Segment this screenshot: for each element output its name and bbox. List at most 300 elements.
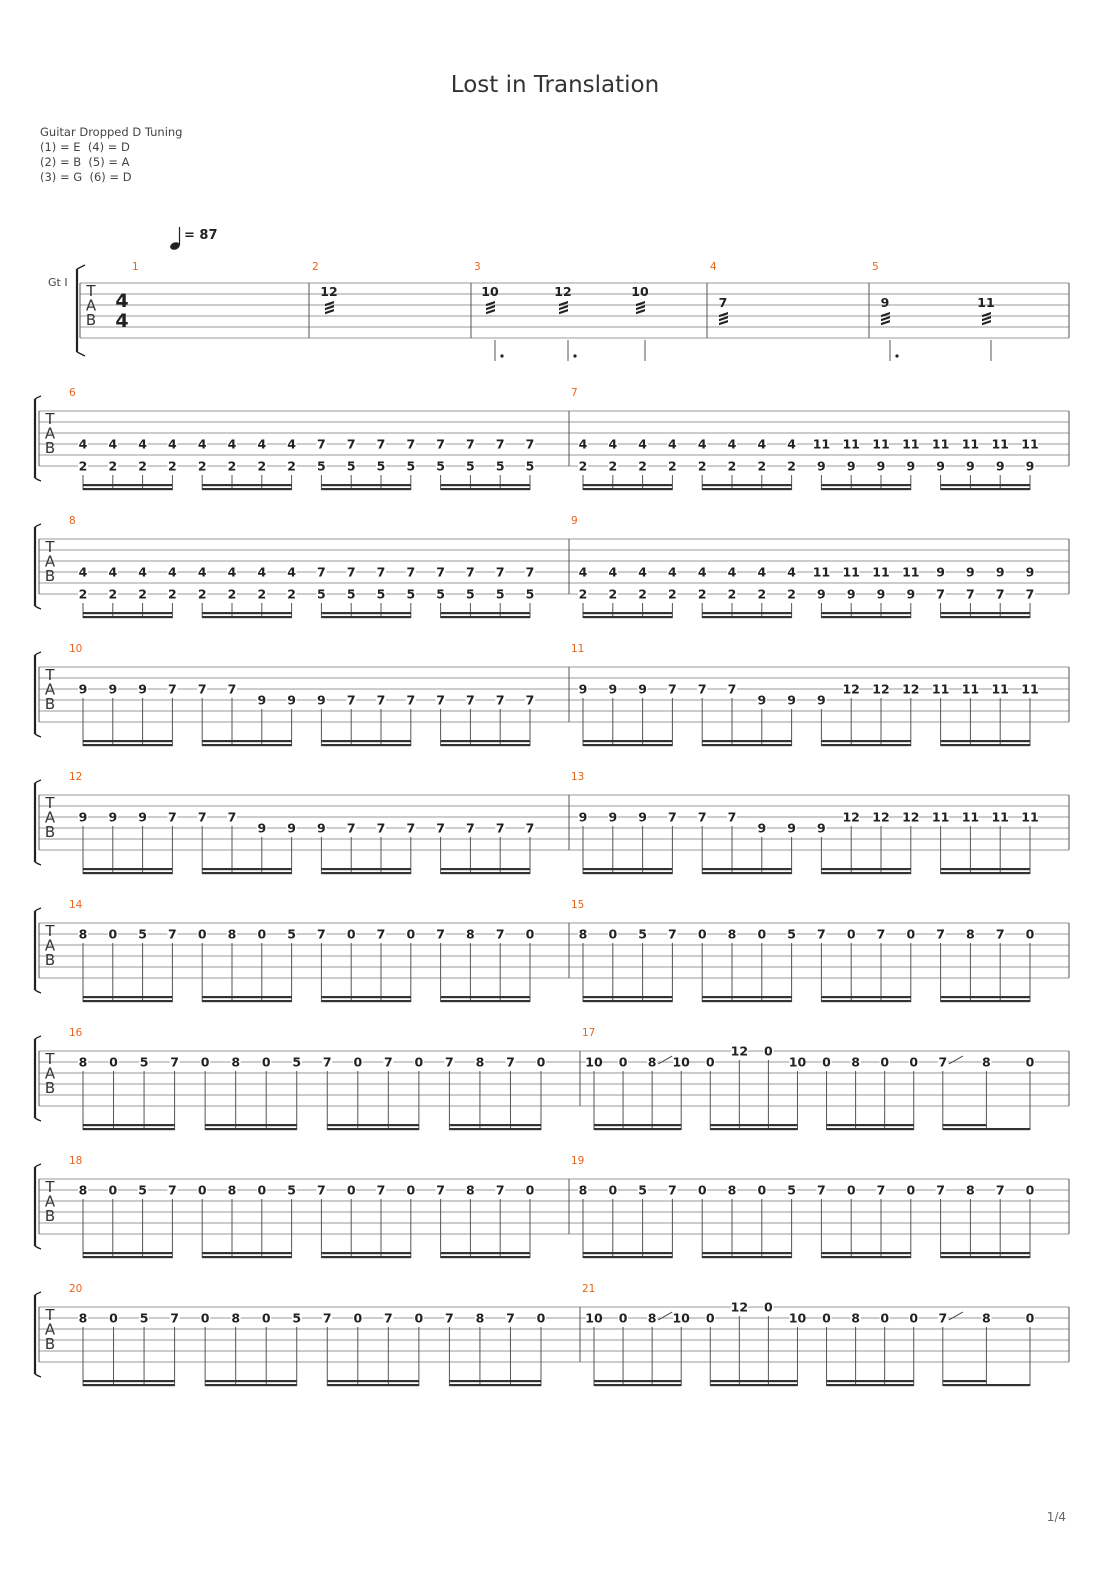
slide-line bbox=[949, 1056, 963, 1064]
tremolo-slash bbox=[982, 320, 991, 325]
fret-number: 9 bbox=[846, 458, 856, 474]
fret-number: 9 bbox=[995, 458, 1005, 474]
beam bbox=[821, 488, 910, 490]
slide-line bbox=[658, 1056, 672, 1064]
beam bbox=[83, 616, 172, 618]
fret-number: 9 bbox=[876, 586, 886, 602]
fret-number: 7 bbox=[495, 820, 505, 836]
beam bbox=[943, 1128, 1030, 1130]
fret-number: 2 bbox=[668, 458, 677, 474]
beam bbox=[821, 1252, 910, 1254]
beam bbox=[821, 616, 910, 618]
beam bbox=[941, 872, 1030, 874]
fret-number: 10 bbox=[481, 284, 499, 299]
fret-number: 2 bbox=[668, 586, 677, 602]
beam bbox=[702, 484, 791, 486]
beam bbox=[710, 1380, 797, 1382]
fret-number: 7 bbox=[466, 820, 475, 836]
fret-number: 8 bbox=[966, 926, 975, 942]
fret-number: 7 bbox=[346, 692, 356, 708]
fret-number: 9 bbox=[936, 458, 945, 474]
measure-number: 9 bbox=[571, 515, 578, 527]
fret-number: 0 bbox=[257, 1182, 267, 1198]
fret-number: 0 bbox=[1025, 926, 1035, 942]
fret-number: 4 bbox=[78, 436, 88, 452]
beam bbox=[83, 1384, 175, 1386]
beam bbox=[441, 616, 530, 618]
fret-number: 7 bbox=[817, 1182, 826, 1198]
beam bbox=[441, 612, 530, 614]
tuning-line: (3) = G (6) = D bbox=[40, 170, 132, 184]
fret-number: 7 bbox=[317, 436, 326, 452]
fret-number: 0 bbox=[608, 926, 618, 942]
fret-number: 9 bbox=[1025, 564, 1035, 580]
fret-number: 0 bbox=[353, 1054, 363, 1070]
fret-number: 0 bbox=[261, 1310, 271, 1326]
fret-number: 7 bbox=[495, 1182, 505, 1198]
beam bbox=[202, 744, 291, 746]
fret-number: 9 bbox=[608, 809, 618, 825]
beam bbox=[327, 1128, 419, 1130]
fret-number: 7 bbox=[466, 436, 475, 452]
tab-system bbox=[35, 771, 1069, 874]
fret-number: 9 bbox=[880, 295, 890, 310]
fret-number: 2 bbox=[168, 458, 177, 474]
fret-number: 9 bbox=[138, 809, 147, 825]
fret-number: 11 bbox=[991, 681, 1009, 697]
beam bbox=[583, 1252, 672, 1254]
fret-number: 7 bbox=[436, 820, 445, 836]
tab-system bbox=[35, 387, 1069, 490]
fret-number: 5 bbox=[138, 926, 147, 942]
fret-number: 11 bbox=[931, 681, 950, 697]
beam bbox=[205, 1380, 297, 1382]
fret-number: 5 bbox=[346, 586, 356, 602]
fret-number: 8 bbox=[227, 1182, 237, 1198]
beam bbox=[321, 612, 410, 614]
beam bbox=[583, 484, 672, 486]
fret-number: 2 bbox=[287, 586, 296, 602]
fret-number: 7 bbox=[346, 564, 356, 580]
fret-number: 12 bbox=[902, 809, 920, 825]
beam bbox=[83, 740, 172, 742]
fret-number: 0 bbox=[261, 1054, 271, 1070]
fret-number: 0 bbox=[705, 1310, 715, 1326]
fret-number: 7 bbox=[197, 681, 207, 697]
fret-number: 4 bbox=[138, 436, 147, 452]
beam bbox=[702, 868, 791, 870]
beam bbox=[205, 1384, 297, 1386]
fret-number: 9 bbox=[578, 809, 588, 825]
fret-number: 9 bbox=[787, 820, 796, 836]
fret-number: 7 bbox=[322, 1310, 332, 1326]
fret-number: 0 bbox=[880, 1310, 890, 1326]
fret-number: 5 bbox=[406, 586, 416, 602]
beam bbox=[583, 1256, 672, 1258]
fret-number: 7 bbox=[227, 809, 237, 825]
beam bbox=[441, 740, 530, 742]
fret-number: 7 bbox=[317, 564, 326, 580]
measure-number: 13 bbox=[571, 771, 585, 783]
measure-number: 8 bbox=[69, 515, 76, 527]
fret-number: 0 bbox=[109, 1310, 118, 1326]
fret-number: 7 bbox=[197, 809, 207, 825]
beam bbox=[583, 616, 672, 618]
tremolo-slash bbox=[719, 316, 728, 321]
fret-number: 12 bbox=[730, 1299, 749, 1315]
beam bbox=[941, 1252, 1030, 1254]
fret-number: 8 bbox=[851, 1310, 860, 1326]
beam bbox=[821, 612, 910, 614]
beam bbox=[821, 872, 910, 874]
beam bbox=[941, 1256, 1030, 1258]
beam bbox=[821, 868, 910, 870]
fret-number: 0 bbox=[108, 1182, 118, 1198]
fret-number: 9 bbox=[317, 820, 326, 836]
tremolo-slash bbox=[719, 320, 728, 325]
fret-number: 2 bbox=[108, 458, 118, 474]
beam bbox=[702, 616, 791, 618]
fret-number: 4 bbox=[108, 436, 118, 452]
fret-number: 0 bbox=[697, 926, 707, 942]
fret-number: 2 bbox=[257, 586, 267, 602]
tab-clef-letter: B bbox=[44, 951, 56, 969]
tab-clef-letter: B bbox=[44, 1079, 56, 1097]
beam bbox=[702, 1252, 791, 1254]
fret-number: 4 bbox=[227, 564, 237, 580]
fret-number: 9 bbox=[757, 692, 767, 708]
fret-number: 4 bbox=[608, 564, 618, 580]
fret-number: 2 bbox=[287, 458, 296, 474]
fret-number: 7 bbox=[436, 926, 445, 942]
beam bbox=[83, 1124, 175, 1126]
measure-number: 11 bbox=[571, 643, 585, 655]
fret-number: 2 bbox=[197, 586, 207, 602]
system-bracket-hook bbox=[77, 265, 85, 356]
fret-number: 7 bbox=[168, 809, 177, 825]
fret-number: 0 bbox=[1025, 1310, 1035, 1326]
tremolo-slash bbox=[486, 305, 495, 310]
fret-number: 9 bbox=[876, 458, 886, 474]
fret-number: 0 bbox=[618, 1054, 628, 1070]
fret-number: 0 bbox=[200, 1054, 210, 1070]
beam bbox=[83, 1256, 172, 1258]
fret-number: 7 bbox=[495, 692, 505, 708]
fret-number: 7 bbox=[383, 1310, 393, 1326]
fret-number: 9 bbox=[108, 809, 118, 825]
fret-number: 5 bbox=[292, 1310, 302, 1326]
fret-number: 4 bbox=[668, 564, 677, 580]
beam bbox=[941, 996, 1030, 998]
fret-number: 4 bbox=[578, 564, 588, 580]
fret-number: 7 bbox=[876, 926, 886, 942]
fret-number: 5 bbox=[436, 458, 445, 474]
fret-number: 8 bbox=[578, 1182, 588, 1198]
beam bbox=[441, 868, 530, 870]
fret-number: 0 bbox=[618, 1310, 628, 1326]
fret-number: 0 bbox=[346, 926, 356, 942]
beam bbox=[83, 1000, 172, 1002]
beam bbox=[702, 740, 791, 742]
fret-number: 11 bbox=[961, 809, 980, 825]
time-signature-top: 4 bbox=[115, 290, 129, 312]
beam bbox=[202, 1252, 291, 1254]
fret-number: 8 bbox=[466, 1182, 475, 1198]
fret-number: 4 bbox=[168, 436, 177, 452]
tab-clef-letter: A bbox=[85, 296, 97, 315]
fret-number: 4 bbox=[108, 564, 118, 580]
beam bbox=[594, 1124, 681, 1126]
beam bbox=[321, 872, 410, 874]
tab-clef-letter: A bbox=[44, 424, 56, 443]
beam bbox=[202, 996, 291, 998]
fret-number: 9 bbox=[317, 692, 326, 708]
fret-number: 7 bbox=[966, 586, 975, 602]
fret-number: 2 bbox=[78, 586, 88, 602]
fret-number: 4 bbox=[787, 436, 796, 452]
beam bbox=[202, 872, 291, 874]
fret-number: 0 bbox=[414, 1310, 424, 1326]
fret-number: 5 bbox=[495, 586, 505, 602]
beam bbox=[583, 740, 672, 742]
fret-number: 7 bbox=[668, 681, 677, 697]
fret-number: 2 bbox=[787, 586, 796, 602]
fret-number: 9 bbox=[936, 564, 945, 580]
time-signature-bottom: 4 bbox=[115, 310, 129, 332]
fret-number: 7 bbox=[817, 926, 826, 942]
beam bbox=[83, 1128, 175, 1130]
tremolo-slash bbox=[325, 305, 334, 310]
fret-number: 7 bbox=[718, 295, 728, 310]
fret-number: 7 bbox=[406, 820, 416, 836]
fret-number: 7 bbox=[376, 436, 386, 452]
measure-number: 2 bbox=[312, 261, 319, 273]
beam bbox=[441, 1000, 530, 1002]
fret-number: 5 bbox=[287, 1182, 296, 1198]
fret-number: 9 bbox=[108, 681, 118, 697]
fret-number: 0 bbox=[109, 1054, 118, 1070]
fret-number: 7 bbox=[168, 1182, 177, 1198]
beam bbox=[594, 1384, 681, 1386]
fret-number: 7 bbox=[376, 820, 386, 836]
fret-number: 4 bbox=[287, 436, 296, 452]
fret-number: 7 bbox=[525, 820, 535, 836]
measure-number: 16 bbox=[69, 1027, 83, 1039]
fret-number: 2 bbox=[78, 458, 88, 474]
beam bbox=[943, 1384, 1030, 1386]
fret-number: 4 bbox=[727, 564, 737, 580]
beam bbox=[202, 868, 291, 870]
beam bbox=[449, 1384, 541, 1386]
fret-number: 10 bbox=[788, 1310, 807, 1326]
beam bbox=[321, 488, 410, 490]
fret-number: 0 bbox=[536, 1310, 546, 1326]
fret-number: 2 bbox=[578, 458, 588, 474]
measure-number: 20 bbox=[69, 1283, 83, 1295]
fret-number: 11 bbox=[977, 295, 995, 310]
fret-number: 7 bbox=[495, 926, 505, 942]
fret-number: 5 bbox=[787, 926, 796, 942]
fret-number: 0 bbox=[909, 1054, 919, 1070]
tremolo-slash bbox=[559, 309, 568, 314]
fret-number: 10 bbox=[631, 284, 649, 299]
fret-number: 4 bbox=[578, 436, 588, 452]
dotted-note-dot bbox=[573, 354, 576, 357]
fret-number: 10 bbox=[788, 1054, 807, 1070]
beam bbox=[702, 744, 791, 746]
beam bbox=[205, 1124, 297, 1126]
fret-number: 2 bbox=[757, 586, 767, 602]
fret-number: 5 bbox=[466, 586, 475, 602]
fret-number: 8 bbox=[727, 926, 737, 942]
tab-clef-letter: A bbox=[44, 1192, 56, 1211]
fret-number: 5 bbox=[346, 458, 356, 474]
fret-number: 8 bbox=[231, 1310, 241, 1326]
beam bbox=[202, 616, 291, 618]
fret-number: 7 bbox=[436, 692, 445, 708]
beam bbox=[583, 1000, 672, 1002]
beam bbox=[583, 872, 672, 874]
fret-number: 7 bbox=[406, 564, 416, 580]
beam bbox=[821, 744, 910, 746]
dotted-note-dot bbox=[895, 354, 898, 357]
tremolo-slash bbox=[881, 320, 890, 325]
tab-system bbox=[35, 1027, 1069, 1130]
fret-number: 9 bbox=[787, 692, 796, 708]
fret-number: 8 bbox=[231, 1054, 241, 1070]
fret-number: 4 bbox=[697, 436, 707, 452]
beam bbox=[83, 1252, 172, 1254]
fret-number: 12 bbox=[842, 681, 860, 697]
fret-number: 11 bbox=[991, 436, 1009, 452]
tab-clef-letter: T bbox=[45, 1050, 55, 1068]
fret-number: 2 bbox=[578, 586, 588, 602]
beam bbox=[441, 484, 530, 486]
beam bbox=[583, 488, 672, 490]
fret-number: 8 bbox=[647, 1054, 657, 1070]
fret-number: 2 bbox=[608, 586, 618, 602]
fret-number: 4 bbox=[287, 564, 296, 580]
fret-number: 9 bbox=[995, 564, 1005, 580]
fret-number: 8 bbox=[475, 1310, 485, 1326]
beam bbox=[321, 740, 410, 742]
fret-number: 2 bbox=[638, 586, 647, 602]
fret-number: 9 bbox=[257, 692, 267, 708]
tab-clef-letter: A bbox=[44, 936, 56, 955]
measure-number: 19 bbox=[571, 1155, 585, 1167]
fret-number: 7 bbox=[322, 1054, 332, 1070]
tab-clef-letter: T bbox=[45, 538, 55, 556]
fret-number: 0 bbox=[406, 926, 416, 942]
fret-number: 9 bbox=[966, 458, 975, 474]
beam bbox=[941, 868, 1030, 870]
fret-number: 0 bbox=[906, 926, 916, 942]
fret-number: 2 bbox=[108, 586, 118, 602]
beam bbox=[702, 872, 791, 874]
fret-number: 8 bbox=[78, 1310, 88, 1326]
fret-number: 5 bbox=[495, 458, 505, 474]
fret-number: 7 bbox=[383, 1054, 393, 1070]
tremolo-slash bbox=[325, 309, 334, 314]
fret-number: 9 bbox=[578, 681, 588, 697]
measure-number: 15 bbox=[571, 899, 585, 911]
fret-number: 0 bbox=[525, 1182, 535, 1198]
fret-number: 7 bbox=[525, 564, 535, 580]
fret-number: 0 bbox=[346, 1182, 356, 1198]
measure-number: 6 bbox=[69, 387, 76, 399]
fret-number: 7 bbox=[525, 692, 535, 708]
fret-number: 8 bbox=[78, 1182, 88, 1198]
beam bbox=[710, 1128, 797, 1130]
beam bbox=[83, 484, 172, 486]
fret-number: 5 bbox=[638, 1182, 647, 1198]
beam bbox=[827, 1384, 914, 1386]
fret-number: 4 bbox=[257, 436, 267, 452]
beam bbox=[449, 1124, 541, 1126]
fret-number: 7 bbox=[995, 586, 1005, 602]
fret-number: 7 bbox=[876, 1182, 886, 1198]
tab-system bbox=[35, 899, 1069, 1002]
fret-number: 7 bbox=[936, 926, 945, 942]
tab-clef-letter: B bbox=[44, 439, 56, 457]
measure-number: 14 bbox=[69, 899, 83, 911]
fret-number: 4 bbox=[608, 436, 618, 452]
fret-number: 4 bbox=[138, 564, 147, 580]
fret-number: 7 bbox=[697, 809, 707, 825]
fret-number: 8 bbox=[982, 1310, 991, 1326]
fret-number: 7 bbox=[317, 1182, 326, 1198]
fret-number: 9 bbox=[817, 692, 826, 708]
fret-number: 2 bbox=[138, 586, 147, 602]
fret-number: 7 bbox=[376, 692, 386, 708]
measure-number: 5 bbox=[872, 261, 879, 273]
fret-number: 2 bbox=[608, 458, 618, 474]
slide-line bbox=[949, 1312, 963, 1320]
beam bbox=[202, 484, 291, 486]
fret-number: 11 bbox=[961, 436, 980, 452]
beam bbox=[327, 1380, 419, 1382]
fret-number: 8 bbox=[78, 926, 88, 942]
fret-number: 7 bbox=[938, 1054, 948, 1070]
fret-number: 7 bbox=[346, 820, 356, 836]
tab-clef-letter: T bbox=[45, 922, 55, 940]
fret-number: 4 bbox=[638, 436, 647, 452]
fret-number: 4 bbox=[757, 436, 767, 452]
tab-clef-letter: T bbox=[45, 666, 55, 684]
fret-number: 7 bbox=[495, 564, 505, 580]
fret-number: 8 bbox=[466, 926, 475, 942]
fret-number: 7 bbox=[466, 564, 475, 580]
fret-number: 5 bbox=[406, 458, 416, 474]
fret-number: 5 bbox=[287, 926, 296, 942]
fret-number: 11 bbox=[991, 809, 1009, 825]
fret-number: 9 bbox=[638, 681, 647, 697]
track-label: Gt I bbox=[48, 276, 68, 289]
fret-number: 7 bbox=[376, 926, 386, 942]
fret-number: 7 bbox=[376, 1182, 386, 1198]
fret-number: 7 bbox=[495, 436, 505, 452]
beam bbox=[83, 612, 172, 614]
fret-number: 2 bbox=[727, 586, 737, 602]
beam bbox=[710, 1124, 797, 1126]
fret-number: 5 bbox=[138, 1182, 147, 1198]
fret-number: 5 bbox=[638, 926, 647, 942]
beam bbox=[943, 1124, 987, 1126]
tab-clef-letter: B bbox=[44, 1207, 56, 1225]
fret-number: 0 bbox=[764, 1043, 773, 1059]
beam bbox=[441, 1252, 530, 1254]
fret-number: 5 bbox=[787, 1182, 796, 1198]
